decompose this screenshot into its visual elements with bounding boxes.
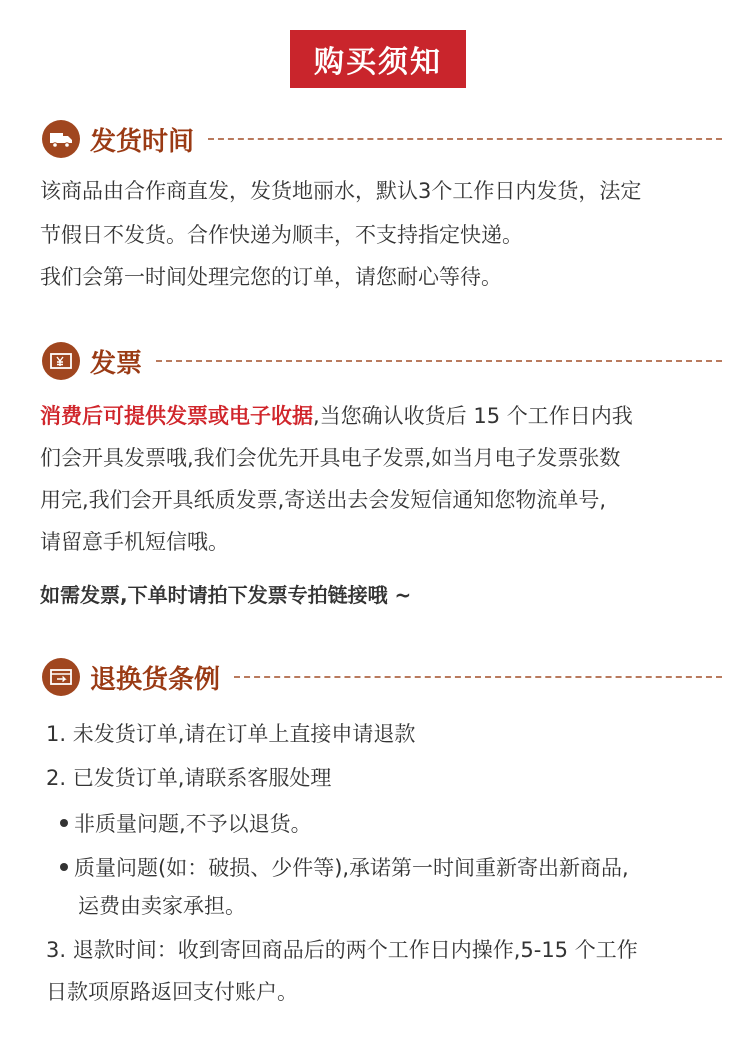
returns-bullet-1-text: 非质量问题,不予以退货。 [74, 812, 312, 836]
invoice-line-4: 请留意手机短信哦。 [40, 530, 229, 554]
truck-icon [42, 120, 80, 158]
shipping-line-3: 我们会第一时间处理完您的订单，请您耐心等待。 [40, 265, 502, 289]
invoice-line-1-rest: ,当您确认收货后 15 个工作日内我 [313, 404, 633, 428]
section-shipping-title: 发货时间 [90, 126, 195, 157]
section-shipping-header [42, 116, 722, 162]
shipping-line-2: 节假日不发货。合作快递为顺丰，不支持指定快递。 [40, 223, 523, 247]
invoice-note: 如需发票,下单时请拍下发票专拍链接哦 ~ [40, 583, 412, 607]
returns-item-1: 1. 未发货订单,请在订单上直接申请退款 [46, 722, 416, 746]
section-returns-header [42, 654, 722, 700]
page-title: 购买须知 [290, 30, 466, 88]
invoice-highlight: 消费后可提供发票或电子收据 [40, 404, 313, 428]
section-invoice-title: 发票 [90, 348, 143, 379]
returns-bullet-1 [60, 808, 312, 838]
invoice-icon [42, 342, 80, 380]
bullet-dot [60, 819, 68, 827]
returns-item-2: 2. 已发货订单,请联系客服处理 [46, 766, 332, 790]
bullet-dot [60, 863, 68, 871]
section-divider [208, 138, 722, 140]
returns-item-3-cont: 日款项原路返回支付账户。 [46, 980, 298, 1004]
invoice-line-1 [40, 400, 633, 430]
section-invoice-header [42, 338, 722, 384]
section-divider [156, 360, 722, 362]
invoice-line-3: 用完,我们会开具纸质发票,寄送出去会发短信通知您物流单号, [40, 488, 607, 512]
return-box-icon [42, 658, 80, 696]
section-divider [234, 676, 722, 678]
returns-bullet-2 [60, 852, 629, 882]
section-returns-title: 退换货条例 [90, 664, 221, 695]
returns-bullet-2-cont: 运费由卖家承担。 [78, 894, 246, 918]
returns-item-3: 3. 退款时间：收到寄回商品后的两个工作日内操作,5-15 个工作 [46, 938, 638, 962]
invoice-line-2: 们会开具发票哦,我们会优先开具电子发票,如当月电子发票张数 [40, 446, 621, 470]
returns-bullet-2-text: 质量问题(如：破损、少件等),承诺第一时间重新寄出新商品, [74, 856, 629, 880]
shipping-line-1: 该商品由合作商直发，发货地丽水，默认3个工作日内发货，法定 [40, 179, 642, 203]
